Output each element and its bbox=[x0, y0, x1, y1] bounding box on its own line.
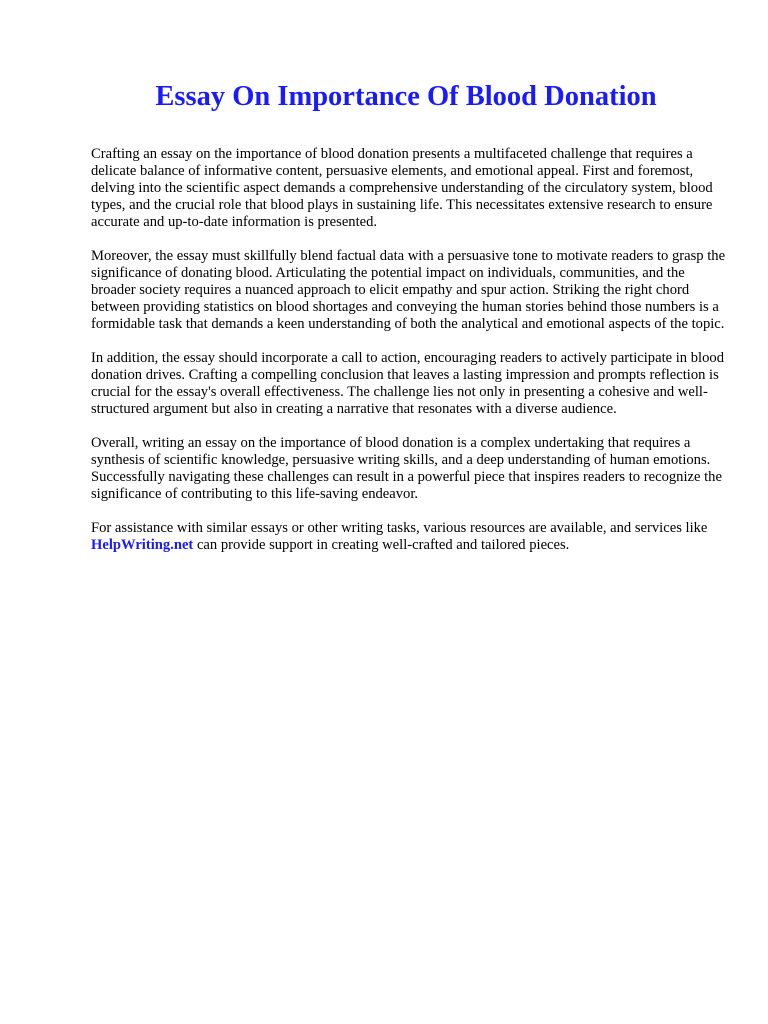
paragraph-3: In addition, the essay should incorporate a call to action, encouraging readers to actively participate in blood donation drives. Crafting a compelling conclusion that leaves a lasting impression and prompts reflection is crucial for the essay's overall effectiveness. The challenge lies not only in presenting a cohesive and well-structured argument but also in creating a narrative that resonates with a diverse audience. bbox=[91, 350, 724, 417]
closing-paragraph bbox=[91, 520, 731, 554]
paragraph-1: Crafting an essay on the importance of blood donation presents a multifaceted challenge that requires a delicate balance of informative content, persuasive elements, and emotional appeal. First and foremost, delving into the scientific aspect demands a comprehensive understanding of the circulatory system, blood types, and the crucial role that blood plays in sustaining life. This necessitates extensive research to ensure accurate and up-to-date information is presented. bbox=[91, 146, 713, 230]
closing-text-after-link: can provide support in creating well-crafted and tailored pieces. bbox=[193, 537, 570, 553]
page-title: Essay On Importance Of Blood Donation bbox=[155, 81, 657, 112]
helpwriting-link[interactable]: HelpWriting.net bbox=[91, 537, 194, 553]
essay-body bbox=[91, 146, 731, 571]
paragraph-2: Moreover, the essay must skillfully blend factual data with a persuasive tone to motivate readers to grasp the significance of donating blood. Articulating the potential impact on individuals, communities, and the broader society requires a nuanced approach to elicit empathy and spur action. Striking the right chord between providing statistics on blood shortages and conveying the human stories behind those numbers is a formidable task that demands a keen understanding of both the analytical and emotional aspects of the topic. bbox=[91, 248, 726, 332]
paragraph-4: Overall, writing an essay on the importance of blood donation is a complex undertaking that requires a synthesis of scientific knowledge, persuasive writing skills, and a deep understanding of human emotions. Successfully navigating these challenges can result in a powerful piece that inspires readers to recognize the significance of contributing to this life-saving endeavor. bbox=[91, 435, 722, 502]
closing-text-before-link: For assistance with similar essays or other writing tasks, various resources are available, and services like bbox=[91, 520, 708, 536]
